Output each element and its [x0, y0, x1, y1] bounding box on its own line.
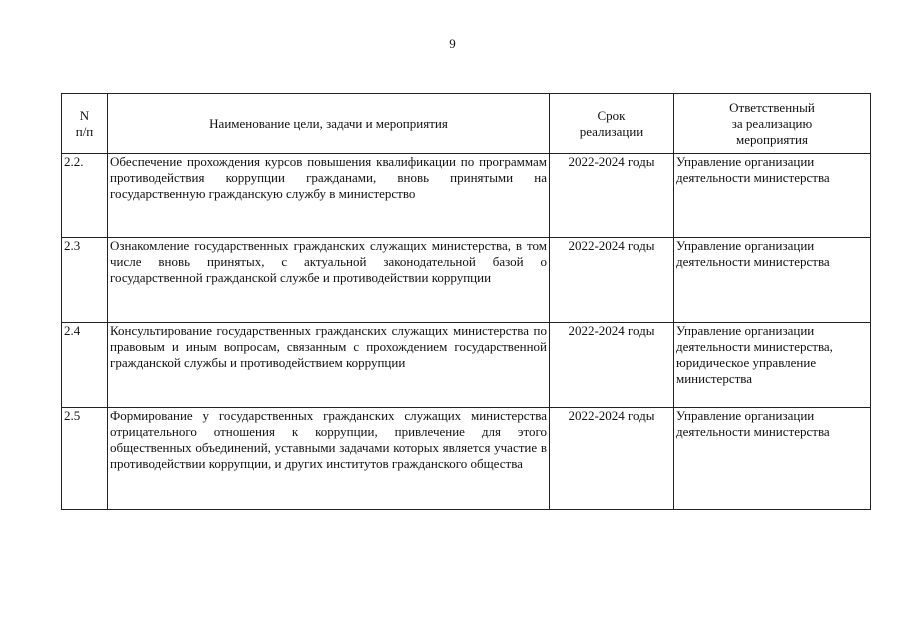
header-period: Срок реализации: [550, 94, 674, 154]
row-responsible: Управление организации деятельности министерства, юридическое управление министерства: [674, 323, 871, 408]
row-period: 2022-2024 годы: [550, 408, 674, 510]
table-row: [62, 408, 871, 510]
row-period: 2022-2024 годы: [550, 323, 674, 408]
header-name: Наименование цели, задачи и мероприятия: [108, 94, 550, 154]
row-number: 2.5: [62, 408, 108, 510]
row-measure-name: Консультирование государственных гражданских служащих министерства по правовым и иным вопросам, связанным с прохождением государственной гражданской службы и противодействием коррупции: [108, 323, 550, 408]
row-measure-name: Формирование у государственных гражданских служащих министерства отрицательного отношения к коррупции, привлечение для этого общественных объединений, уставными задачами которых является участие в противодействии коррупции, и других институтов гражданского общества: [108, 408, 550, 510]
table-row: [62, 323, 871, 408]
table-row: [62, 238, 871, 323]
measures-table: [61, 93, 871, 510]
row-number: 2.4: [62, 323, 108, 408]
table-row: [62, 154, 871, 238]
row-responsible: Управление организации деятельности министерства: [674, 154, 871, 238]
row-measure-name: Обеспечение прохождения курсов повышения квалификации по программам противодействия коррупции гражданами, вновь принятыми на государственную гражданскую службу в министерство: [108, 154, 550, 238]
row-responsible: Управление организации деятельности министерства: [674, 238, 871, 323]
page-number: 9: [449, 36, 456, 51]
header-num: N п/п: [62, 94, 108, 154]
row-responsible: Управление организации деятельности министерства: [674, 408, 871, 510]
row-measure-name: Ознакомление государственных гражданских служащих министерства, в том числе вновь принятых, с актуальной законодательной базой о государственной гражданской службе и противодействии коррупции: [108, 238, 550, 323]
row-number: 2.3: [62, 238, 108, 323]
row-number: 2.2.: [62, 154, 108, 238]
row-period: 2022-2024 годы: [550, 154, 674, 238]
header-row: [62, 94, 871, 154]
row-period: 2022-2024 годы: [550, 238, 674, 323]
header-responsible: Ответственный за реализацию мероприятия: [674, 94, 871, 154]
